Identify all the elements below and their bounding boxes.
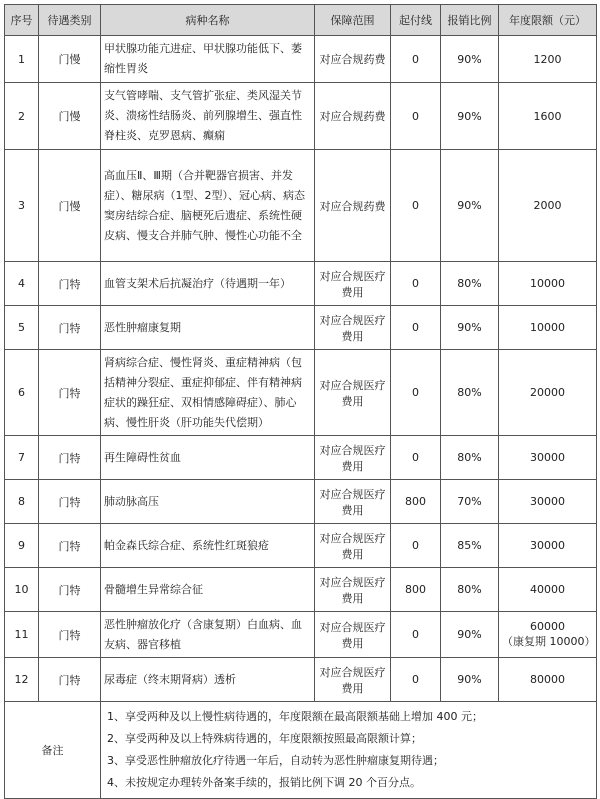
deductible: 800 — [391, 480, 441, 524]
header-cell: 序号 — [5, 5, 39, 36]
header-cell: 病种名称 — [101, 5, 315, 36]
notes-row — [5, 702, 597, 799]
coverage-scope: 对应合规药费 — [315, 83, 391, 150]
reimbursement-ratio: 90% — [441, 658, 499, 702]
table-row — [5, 36, 597, 83]
header-cell: 保障范围 — [315, 5, 391, 36]
note-item: 1、享受两种及以上慢性病待遇的，年度限额在最高限额基础上增加 400 元； — [107, 710, 483, 723]
coverage-scope: 对应合规医疗费用 — [315, 612, 391, 658]
table-row — [5, 436, 597, 480]
benefit-type: 门慢 — [39, 150, 101, 262]
annual-limit — [499, 262, 597, 306]
row-number: 9 — [5, 524, 39, 568]
benefit-type: 门慢 — [39, 36, 101, 83]
notes-label: 备注 — [5, 702, 101, 799]
disease-name: 恶性肿瘤放化疗（含康复期）白血病、血友病、器官移植 — [101, 612, 315, 658]
annual-limit-value: 1200 — [533, 52, 562, 66]
annual-limit — [499, 524, 597, 568]
annual-limit-value: 30000 — [530, 539, 565, 552]
deductible: 0 — [391, 36, 441, 83]
disease-name: 再生障碍性贫血 — [101, 436, 315, 480]
annual-limit — [499, 306, 597, 350]
header-cell: 待遇类别 — [39, 5, 101, 36]
reimbursement-ratio: 90% — [441, 150, 499, 262]
annual-limit — [499, 436, 597, 480]
annual-limit — [499, 658, 597, 702]
row-number: 12 — [5, 658, 39, 702]
header-cell: 起付线 — [391, 5, 441, 36]
reimbursement-ratio: 90% — [441, 306, 499, 350]
note-item: 4、未按规定办理转外备案手续的，报销比例下调 20 个百分点。 — [107, 776, 421, 789]
coverage-scope: 对应合规医疗费用 — [315, 436, 391, 480]
reimbursement-ratio: 90% — [441, 83, 499, 150]
table-row — [5, 524, 597, 568]
note-item: 2、享受两种及以上特殊病待遇的，年度限额按照最高限额计算； — [107, 732, 422, 745]
benefit-type: 门特 — [39, 436, 101, 480]
disease-reimbursement-table — [4, 4, 597, 799]
table-row — [5, 480, 597, 524]
deductible: 0 — [391, 350, 441, 436]
row-number: 4 — [5, 262, 39, 306]
reimbursement-ratio: 90% — [441, 36, 499, 83]
deductible: 0 — [391, 262, 441, 306]
deductible: 0 — [391, 524, 441, 568]
table-row — [5, 262, 597, 306]
header-cell: 报销比例 — [441, 5, 499, 36]
notes-content — [101, 702, 597, 799]
coverage-scope: 对应合规医疗费用 — [315, 350, 391, 436]
row-number: 5 — [5, 306, 39, 350]
annual-limit-value: 10000 — [530, 277, 565, 290]
annual-limit-value: 20000 — [530, 386, 565, 399]
disease-name: 骨髓增生异常综合征 — [101, 568, 315, 612]
benefit-type: 门特 — [39, 612, 101, 658]
annual-limit-value: 1600 — [533, 109, 562, 123]
coverage-scope: 对应合规医疗费用 — [315, 262, 391, 306]
reimbursement-ratio: 80% — [441, 436, 499, 480]
coverage-scope: 对应合规医疗费用 — [315, 480, 391, 524]
reimbursement-ratio: 70% — [441, 480, 499, 524]
row-number: 6 — [5, 350, 39, 436]
row-number: 10 — [5, 568, 39, 612]
benefit-type: 门特 — [39, 262, 101, 306]
coverage-scope: 对应合规药费 — [315, 36, 391, 83]
coverage-scope: 对应合规药费 — [315, 150, 391, 262]
deductible: 0 — [391, 612, 441, 658]
annual-limit — [499, 568, 597, 612]
annual-limit — [499, 480, 597, 524]
row-number: 7 — [5, 436, 39, 480]
deductible: 0 — [391, 83, 441, 150]
deductible: 0 — [391, 658, 441, 702]
benefit-type: 门特 — [39, 306, 101, 350]
reimbursement-ratio: 85% — [441, 524, 499, 568]
table-row — [5, 658, 597, 702]
reimbursement-ratio: 80% — [441, 568, 499, 612]
reimbursement-ratio: 80% — [441, 262, 499, 306]
disease-name: 帕金森氏综合症、系统性红斑狼疮 — [101, 524, 315, 568]
coverage-scope: 对应合规医疗费用 — [315, 306, 391, 350]
coverage-scope: 对应合规医疗费用 — [315, 524, 391, 568]
table-row — [5, 150, 597, 262]
disease-name: 肾病综合症、慢性肾炎、重症精神病（包括精神分裂症、重症抑郁症、伴有精神病症状的躁狂症、双相情感障碍症）、肺心病、慢性肝炎（肝功能失代偿期） — [101, 350, 315, 436]
annual-limit-value: 10000 — [530, 321, 565, 334]
disease-name: 支气管哮喘、支气管扩张症、类风湿关节炎、溃疡性结肠炎、前列腺增生、强直性脊柱炎、克罗恩病、癫痫 — [101, 83, 315, 150]
header-row — [5, 5, 597, 36]
annual-limit-value: 2000 — [533, 199, 562, 212]
disease-name: 血管支架术后抗凝治疗（待遇期一年） — [101, 262, 315, 306]
row-number: 2 — [5, 83, 39, 150]
reimbursement-ratio: 90% — [441, 612, 499, 658]
deductible: 0 — [391, 306, 441, 350]
disease-name: 恶性肿瘤康复期 — [101, 306, 315, 350]
coverage-scope: 对应合规医疗费用 — [315, 568, 391, 612]
annual-limit — [499, 83, 597, 150]
coverage-scope: 对应合规医疗费用 — [315, 658, 391, 702]
deductible: 0 — [391, 436, 441, 480]
annual-limit-value: 60000 — [530, 620, 565, 633]
annual-limit-value: 40000 — [530, 583, 565, 596]
benefit-type: 门特 — [39, 568, 101, 612]
row-number: 3 — [5, 150, 39, 262]
row-number: 8 — [5, 480, 39, 524]
note-item: 3、享受恶性肿瘤放化疗待遇一年后，自动转为恶性肿瘤康复期待遇； — [107, 754, 444, 767]
deductible: 0 — [391, 150, 441, 262]
benefit-type: 门特 — [39, 524, 101, 568]
row-number: 11 — [5, 612, 39, 658]
deductible: 800 — [391, 568, 441, 612]
annual-limit — [499, 150, 597, 262]
annual-limit — [499, 350, 597, 436]
annual-limit-value: 30000 — [530, 451, 565, 464]
reimbursement-ratio: 80% — [441, 350, 499, 436]
benefit-type: 门特 — [39, 480, 101, 524]
header-cell: 年度限额（元） — [499, 5, 597, 36]
disease-name: 高血压Ⅱ、Ⅲ期（合并靶器官损害、并发症）、糖尿病（1型、2型）、冠心病、病态窦房结综合症、脑梗死后遗症、系统性硬皮病、慢支合并肺气肿、慢性心功能不全 — [101, 150, 315, 262]
table-row — [5, 568, 597, 612]
annual-limit-rehab: （康复期 10000） — [502, 635, 596, 648]
annual-limit — [499, 36, 597, 83]
disease-name: 尿毒症（终末期肾病）透析 — [101, 658, 315, 702]
disease-name: 甲状腺功能亢进症、甲状腺功能低下、萎缩性胃炎 — [101, 36, 315, 83]
annual-limit — [499, 612, 597, 658]
benefit-type: 门特 — [39, 350, 101, 436]
table-row — [5, 83, 597, 150]
table-row — [5, 612, 597, 658]
benefit-type: 门特 — [39, 658, 101, 702]
annual-limit-value: 80000 — [530, 673, 565, 686]
table-row — [5, 306, 597, 350]
annual-limit-value: 30000 — [530, 495, 565, 508]
table-row — [5, 350, 597, 436]
benefit-type: 门慢 — [39, 83, 101, 150]
row-number: 1 — [5, 36, 39, 83]
disease-name: 肺动脉高压 — [101, 480, 315, 524]
